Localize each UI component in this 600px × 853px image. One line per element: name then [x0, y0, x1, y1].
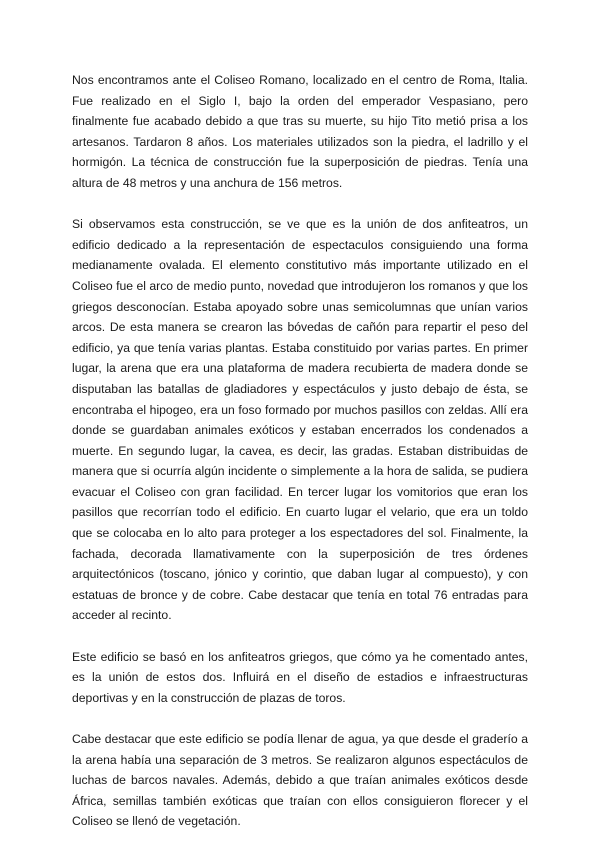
paragraph-influence: Este edificio se basó en los anfiteatros griegos, que cómo ya he comentado antes, es la unión de estos dos. Influirá en el diseño de estadios e infraestructuras deportivas y en la construcción de plazas de toros.: [72, 649, 528, 705]
paragraph-water-spectacles: Cabe destacar que este edificio se podía llenar de agua, ya que desde el graderío a la arena había una separación de 3 metros. Se realizaron algunos espectáculos de luchas de barcos navales. Además, debido a que traían animales exóticos desde África, semillas también exóticas que traían con ellos consiguieron florecer y el Coliseo se llenó de vegetación.: [72, 732, 528, 829]
document-body: [72, 70, 528, 853]
paragraph-structure: Si observamos esta construcción, se ve que es la unión de dos anfiteatros, un edificio dedicado a la representación de espectaculos consiguiendo una forma medianamente ovalada. El elemento constitutivo más importante utilizado en el Coliseo fue el arco de medio punto, novedad que introdujeron los romanos y que los griegos desconocían. Estaba apoyado sobre unas semicolumnas que unían varios arcos. De esta manera se crearon las bóvedas de cañón para repartir el peso del edificio, ya que tenía varias plantas. Estaba constituido por varias partes. En primer lugar, la arena que era una plataforma de madera recubierta de madera donde se disputaban las batallas de gladiadores y espectáculos y justo debajo de ésta, se encontraba el hipogeo, era un foso formado por muchos pasillos con zeldas. Allí era donde se guardaban animales exóticos y estaban encerrados los condenados a muerte. En segundo lugar, la cavea, es decir, las gradas. Estaban distribuidas de manera que si ocurría algún incidente o simplemente a la hora de salida, se pudiera evacuar el Coliseo con gran facilidad. En tercer lugar los vomitorios que eran los pasillos que recorrían todo el edificio. En cuarto lugar el velario, que era un toldo que se colocaba en lo alto para proteger a los espectadores del sol. Finalmente, la fachada, decorada llamativamente con la superposición de tres órdenes arquitectónicos (toscano, jónico y corintio, que daban lugar al compuesto), y con estatuas de bronce y de cobre. Cabe destacar que tenía en total 76 entradas para acceder al recinto.: [72, 217, 528, 623]
paragraph-intro: Nos encontramos ante el Coliseo Romano, localizado en el centro de Roma, Italia. Fue realizado en el Siglo I, bajo la orden del emperador Vespasiano, pero finalmente fue acabado debido a que tras su muerte, su hijo Tito metió prisa a los artesanos. Tardaron 8 años. Los materiales utilizados son la piedra, el ladrillo y el hormigón. La técnica de construcción fue la superposición de piedras. Tenía una altura de 48 metros y una anchura de 156 metros.: [72, 73, 528, 190]
